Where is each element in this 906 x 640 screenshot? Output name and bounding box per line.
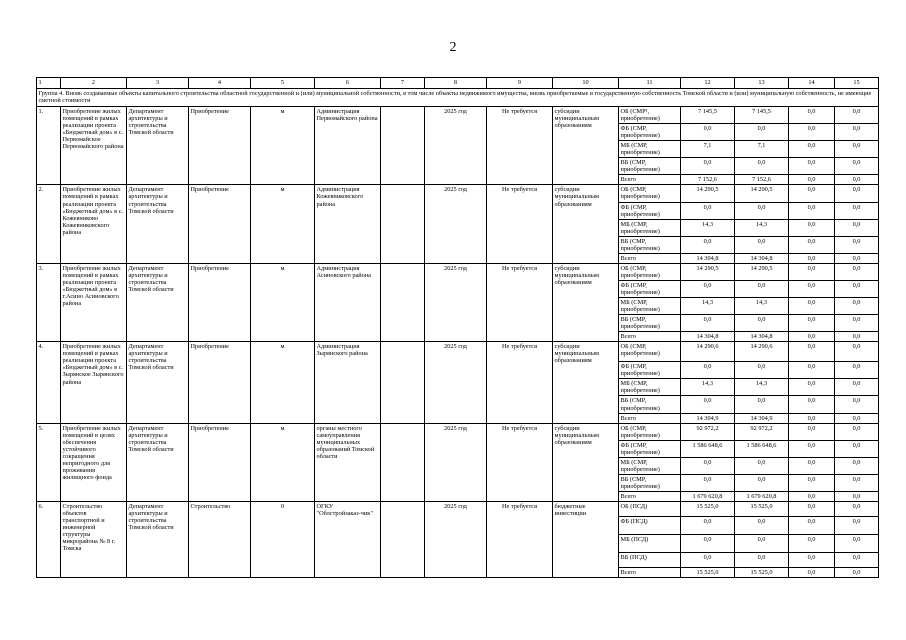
amount-v14: 0,0	[789, 568, 835, 578]
amount-v13: 14 304,8	[735, 332, 789, 342]
amount-v13: 0,0	[735, 315, 789, 332]
amount-v12: 14 304,9	[681, 413, 735, 423]
customer: Департамент архитектуры и строительства Томской области	[127, 185, 189, 263]
amount-v12: 0,0	[681, 280, 735, 297]
funding-source-label: МБ (СМР, приобретение)	[619, 141, 681, 158]
table-row	[37, 263, 879, 280]
amount-v15: 0,0	[835, 185, 879, 202]
object-name: Приобретение жилых помещений в рамках реализации проекта «Бюджетный дом» в с. Первомайское Первомайского района	[61, 107, 127, 185]
amount-v15: 0,0	[835, 379, 879, 396]
funding-source-label: ОБ (СМР, приобретение)	[619, 263, 681, 280]
amount-v13: 0,0	[735, 236, 789, 253]
amount-v14: 0,0	[789, 236, 835, 253]
funding-source-label: ФБ (СМР, приобретение)	[619, 124, 681, 141]
funding-source-label: Всего	[619, 413, 681, 423]
amount-v15: 0,0	[835, 124, 879, 141]
amount-v13: 14 304,9	[735, 413, 789, 423]
amount-v13: 92 972,2	[735, 423, 789, 440]
amount-v14: 0,0	[789, 202, 835, 219]
column-number-cell: 12	[681, 78, 735, 89]
measure-unit: 0	[251, 502, 315, 578]
amount-v15: 0,0	[835, 158, 879, 175]
amount-v13: 0,0	[735, 535, 789, 553]
amount-v15: 0,0	[835, 141, 879, 158]
measure-unit: м	[251, 107, 315, 185]
funding-source-label: ФБ (СМР, приобретение)	[619, 202, 681, 219]
amount-v15: 0,0	[835, 413, 879, 423]
row-number: 1.	[37, 107, 61, 185]
amount-v13: 0,0	[735, 517, 789, 535]
amount-v12: 0,0	[681, 474, 735, 491]
amount-v12: 14 304,8	[681, 253, 735, 263]
amount-v15: 0,0	[835, 568, 879, 578]
measure-unit: м	[251, 185, 315, 263]
group-title: Группа 4. Вновь создаваемые объекты капитального строительства областной государственной и (или) муниципальной собственности, в том числе объекты недвижимого имущества, вновь приобретаемые в государственную собственность Томской области и (или) муниципальную собственность, не имеющие сметной стоимости	[37, 89, 879, 107]
amount-v12: 15 525,0	[681, 502, 735, 517]
amount-v13: 0,0	[735, 158, 789, 175]
amount-v15: 0,0	[835, 263, 879, 280]
row-number: 5.	[37, 423, 61, 501]
amount-v14: 0,0	[789, 457, 835, 474]
amount-v14: 0,0	[789, 332, 835, 342]
funding-source-label: ФБ (СМР, приобретение)	[619, 280, 681, 297]
amount-v12: 0,0	[681, 535, 735, 553]
year: 2025 год	[425, 423, 487, 501]
amount-v12: 14 290,5	[681, 185, 735, 202]
amount-v13: 14,3	[735, 379, 789, 396]
developer: Администрация Кожевниковского района	[315, 185, 381, 263]
work-type: Приобретение	[189, 185, 251, 263]
measure-unit: м	[251, 423, 315, 501]
customer: Департамент архитектуры и строительства Томской области	[127, 107, 189, 185]
amount-v12: 7 145,5	[681, 107, 735, 124]
year: 2025 год	[425, 263, 487, 341]
customer: Департамент архитектуры и строительства Томской области	[127, 342, 189, 423]
funding-source-label: ФБ (СМР, приобретение)	[619, 362, 681, 379]
amount-v15: 0,0	[835, 502, 879, 517]
amount-v15: 0,0	[835, 553, 879, 568]
column-7	[381, 263, 425, 341]
amount-v13: 14,3	[735, 298, 789, 315]
amount-v14: 0,0	[789, 379, 835, 396]
amount-v13: 1 679 620,8	[735, 491, 789, 501]
amount-v15: 0,0	[835, 517, 879, 535]
amount-v15: 0,0	[835, 298, 879, 315]
funding-source-label: МБ (СМР, приобретение)	[619, 219, 681, 236]
amount-v14: 0,0	[789, 535, 835, 553]
amount-v14: 0,0	[789, 362, 835, 379]
amount-v13: 0,0	[735, 474, 789, 491]
year: 2025 год	[425, 107, 487, 185]
column-number-cell: 13	[735, 78, 789, 89]
amount-v14: 0,0	[789, 517, 835, 535]
object-name: Приобретение жилых помещений в рамках реализации проекта «Бюджетный дом» в с. Зырянское Зырянского района	[61, 342, 127, 423]
table-row	[37, 423, 879, 440]
work-type: Строительство	[189, 502, 251, 578]
amount-v13: 15 525,0	[735, 568, 789, 578]
group-title-row	[37, 89, 879, 107]
funding-source-label: ОБ (СМР, приобретение)	[619, 342, 681, 362]
table-row	[37, 107, 879, 124]
investment-objects-table	[36, 77, 879, 578]
expertise: Не требуется	[487, 502, 553, 578]
customer: Департамент архитектуры и строительства Томской области	[127, 502, 189, 578]
amount-v13: 7 145,5	[735, 107, 789, 124]
measure-unit: м	[251, 263, 315, 341]
amount-v15: 0,0	[835, 236, 879, 253]
table-row	[37, 342, 879, 362]
funding-source-label: Всего	[619, 175, 681, 185]
developer: Администрация Зырянского района	[315, 342, 381, 423]
amount-v14: 0,0	[789, 491, 835, 501]
amount-v12: 0,0	[681, 202, 735, 219]
amount-v15: 0,0	[835, 423, 879, 440]
column-number-row	[37, 78, 879, 89]
amount-v15: 0,0	[835, 280, 879, 297]
amount-v13: 14,3	[735, 219, 789, 236]
customer: Департамент архитектуры и строительства Томской области	[127, 263, 189, 341]
column-number-cell: 8	[425, 78, 487, 89]
amount-v15: 0,0	[835, 332, 879, 342]
amount-v14: 0,0	[789, 502, 835, 517]
amount-v15: 0,0	[835, 362, 879, 379]
object-name: Приобретение жилых помещений в рамках реализации проекта «Бюджетный дом» в с. Кожевниково Кожевниковского района	[61, 185, 127, 263]
expertise: Не требуется	[487, 185, 553, 263]
page-number: 2	[449, 40, 457, 55]
amount-v12: 0,0	[681, 315, 735, 332]
expertise: Не требуется	[487, 423, 553, 501]
amount-v12: 14 304,8	[681, 332, 735, 342]
amount-v12: 14 290,6	[681, 342, 735, 362]
work-type: Приобретение	[189, 423, 251, 501]
funding-source-label: ВБ (СМР, приобретение)	[619, 315, 681, 332]
financing-form: субсидии муниципальным образованиям	[553, 423, 619, 501]
amount-v12: 0,0	[681, 396, 735, 413]
amount-v12: 7,1	[681, 141, 735, 158]
amount-v13: 0,0	[735, 124, 789, 141]
table-row	[37, 502, 879, 517]
amount-v13: 7,1	[735, 141, 789, 158]
amount-v14: 0,0	[789, 175, 835, 185]
developer: Администрация Асиновского района	[315, 263, 381, 341]
funding-source-label: ФБ (ПСД)	[619, 517, 681, 535]
amount-v14: 0,0	[789, 315, 835, 332]
amount-v14: 0,0	[789, 396, 835, 413]
financing-form: субсидии муниципальным образованиям	[553, 342, 619, 423]
amount-v12: 0,0	[681, 158, 735, 175]
funding-source-label: Всего	[619, 491, 681, 501]
amount-v12: 0,0	[681, 236, 735, 253]
amount-v14: 0,0	[789, 124, 835, 141]
amount-v14: 0,0	[789, 141, 835, 158]
object-name: Приобретение жилых помещений в рамках реализации проекта «Бюджетный дом» в г.Асино Асиновского района	[61, 263, 127, 341]
amount-v14: 0,0	[789, 263, 835, 280]
funding-source-label: МБ (СМР, приобретение)	[619, 379, 681, 396]
funding-source-label: ОБ (ПСД)	[619, 502, 681, 517]
amount-v15: 0,0	[835, 315, 879, 332]
amount-v13: 0,0	[735, 280, 789, 297]
table-row	[37, 185, 879, 202]
amount-v13: 14 304,8	[735, 253, 789, 263]
column-7	[381, 342, 425, 423]
year: 2025 год	[425, 502, 487, 578]
column-7	[381, 185, 425, 263]
funding-source-label: ВБ (ПСД)	[619, 553, 681, 568]
column-number-cell: 9	[487, 78, 553, 89]
amount-v14: 0,0	[789, 342, 835, 362]
amount-v13: 1 586 648,6	[735, 440, 789, 457]
financing-form: субсидии муниципальным образованиям	[553, 185, 619, 263]
amount-v15: 0,0	[835, 396, 879, 413]
developer: органы местного самоуправления муниципальных образований Томской области	[315, 423, 381, 501]
amount-v14: 0,0	[789, 280, 835, 297]
amount-v13: 14 290,6	[735, 342, 789, 362]
amount-v12: 0,0	[681, 124, 735, 141]
amount-v13: 15 525,0	[735, 502, 789, 517]
work-type: Приобретение	[189, 263, 251, 341]
funding-source-label: ОБ (СМР, приобретение)	[619, 423, 681, 440]
amount-v13: 0,0	[735, 396, 789, 413]
financing-form: субсидии муниципальным образованиям	[553, 107, 619, 185]
year: 2025 год	[425, 185, 487, 263]
funding-source-label: Всего	[619, 568, 681, 578]
column-number-cell: 4	[189, 78, 251, 89]
amount-v14: 0,0	[789, 298, 835, 315]
row-number: 2.	[37, 185, 61, 263]
amount-v12: 0,0	[681, 553, 735, 568]
amount-v15: 0,0	[835, 457, 879, 474]
funding-source-label: ВБ (СМР, приобретение)	[619, 236, 681, 253]
amount-v12: 0,0	[681, 362, 735, 379]
amount-v12: 15 525,0	[681, 568, 735, 578]
expertise: Не требуется	[487, 342, 553, 423]
object-name: Приобретение жилых помещений в целях обеспечения устойчивого сокращения непригодного для проживания жилищного фонда	[61, 423, 127, 501]
funding-source-label: МБ (СМР, приобретение)	[619, 457, 681, 474]
amount-v14: 0,0	[789, 185, 835, 202]
funding-source-label: ВБ (СМР, приобретение)	[619, 396, 681, 413]
amount-v14: 0,0	[789, 253, 835, 263]
work-type: Приобретение	[189, 107, 251, 185]
column-number-cell: 1	[37, 78, 61, 89]
financing-form: субсидии муниципальным образованиям	[553, 263, 619, 341]
amount-v15: 0,0	[835, 175, 879, 185]
amount-v12: 14,3	[681, 379, 735, 396]
amount-v15: 0,0	[835, 342, 879, 362]
amount-v14: 0,0	[789, 107, 835, 124]
amount-v12: 0,0	[681, 517, 735, 535]
amount-v15: 0,0	[835, 253, 879, 263]
measure-unit: м	[251, 342, 315, 423]
financing-form: бюджетные инвестиции	[553, 502, 619, 578]
amount-v12: 0,0	[681, 457, 735, 474]
column-7	[381, 107, 425, 185]
column-number-cell: 15	[835, 78, 879, 89]
object-name: Строительство объектов транспортной и инженерной структуры микрорайона № 8 г. Томска	[61, 502, 127, 578]
funding-source-label: ВБ (СМР, приобретение)	[619, 474, 681, 491]
work-type: Приобретение	[189, 342, 251, 423]
column-number-cell: 2	[61, 78, 127, 89]
amount-v12: 14,3	[681, 219, 735, 236]
amount-v12: 7 152,6	[681, 175, 735, 185]
amount-v15: 0,0	[835, 491, 879, 501]
column-number-cell: 3	[127, 78, 189, 89]
amount-v14: 0,0	[789, 553, 835, 568]
funding-source-label: ОБ (СМР¹, приобретение)	[619, 107, 681, 124]
amount-v14: 0,0	[789, 440, 835, 457]
amount-v14: 0,0	[789, 423, 835, 440]
amount-v15: 0,0	[835, 474, 879, 491]
amount-v12: 14 290,5	[681, 263, 735, 280]
row-number: 6.	[37, 502, 61, 578]
amount-v14: 0,0	[789, 219, 835, 236]
column-number-cell: 7	[381, 78, 425, 89]
column-7	[381, 502, 425, 578]
developer: Администрация Первомайского района	[315, 107, 381, 185]
column-7	[381, 423, 425, 501]
developer: ОГКУ "Облстройзаказ-чик"	[315, 502, 381, 578]
funding-source-label: Всего	[619, 332, 681, 342]
amount-v15: 0,0	[835, 535, 879, 553]
amount-v15: 0,0	[835, 440, 879, 457]
amount-v13: 0,0	[735, 202, 789, 219]
funding-source-label: ВБ (СМР, приобретение)	[619, 158, 681, 175]
amount-v15: 0,0	[835, 107, 879, 124]
column-number-cell: 5	[251, 78, 315, 89]
amount-v12: 92 972,2	[681, 423, 735, 440]
amount-v14: 0,0	[789, 474, 835, 491]
row-number: 4.	[37, 342, 61, 423]
amount-v14: 0,0	[789, 158, 835, 175]
funding-source-label: МБ (СМР, приобретение)	[619, 298, 681, 315]
row-number: 3.	[37, 263, 61, 341]
funding-source-label: МБ (ПСД)	[619, 535, 681, 553]
customer: Департамент архитектуры и строительства Томской области	[127, 423, 189, 501]
amount-v12: 1 586 648,6	[681, 440, 735, 457]
funding-source-label: Всего	[619, 253, 681, 263]
amount-v13: 0,0	[735, 362, 789, 379]
amount-v13: 14 290,5	[735, 185, 789, 202]
amount-v13: 14 290,5	[735, 263, 789, 280]
expertise: Не требуется	[487, 107, 553, 185]
column-number-cell: 10	[553, 78, 619, 89]
column-number-cell: 11	[619, 78, 681, 89]
amount-v13: 0,0	[735, 457, 789, 474]
amount-v14: 0,0	[789, 413, 835, 423]
funding-source-label: ОБ (СМР, приобретение)	[619, 185, 681, 202]
amount-v13: 7 152,6	[735, 175, 789, 185]
amount-v15: 0,0	[835, 219, 879, 236]
column-number-cell: 6	[315, 78, 381, 89]
amount-v12: 14,3	[681, 298, 735, 315]
funding-source-label: ФБ (СМР, приобретение)	[619, 440, 681, 457]
expertise: Не требуется	[487, 263, 553, 341]
column-number-cell: 14	[789, 78, 835, 89]
amount-v12: 1 679 620,8	[681, 491, 735, 501]
amount-v13: 0,0	[735, 553, 789, 568]
year: 2025 год	[425, 342, 487, 423]
amount-v15: 0,0	[835, 202, 879, 219]
